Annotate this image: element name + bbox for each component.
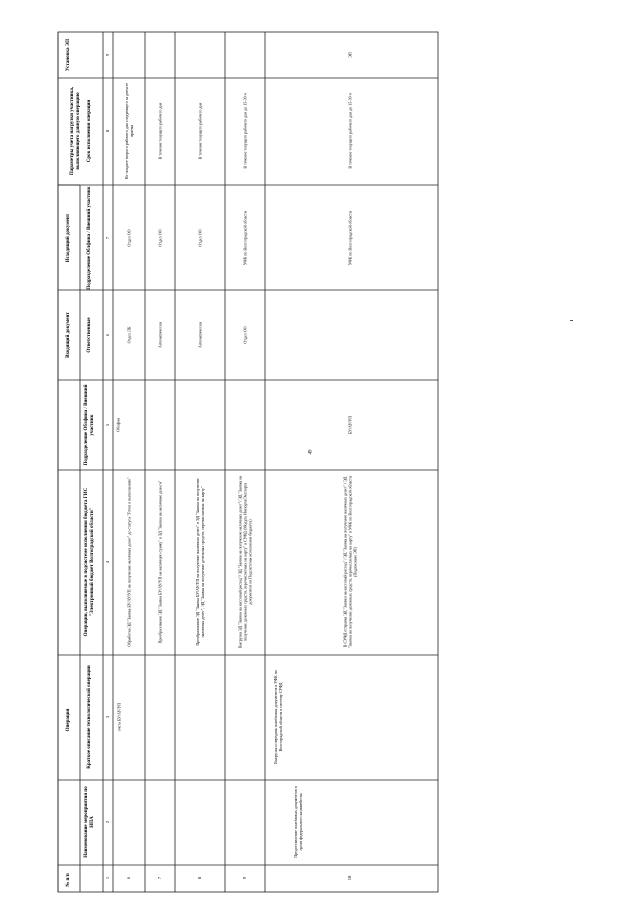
row-number: 9: [242, 876, 248, 880]
row-cell-c8: В течение текущего рабочего дня: [157, 102, 163, 160]
row-cell-c8: Не позднее второго рабочего дня следующего за днем ее приема: [124, 82, 134, 180]
row-cell-c3: счета БУ/АУ/УП: [116, 702, 122, 732]
header-row-no: № п/п: [65, 873, 71, 887]
header-incoming-group: Входящий документ: [65, 312, 71, 358]
header-col5: Подразделение Облфина / Внешний участник: [83, 384, 95, 466]
row-cell-c6: Отдел ОО: [242, 326, 248, 344]
row-cell-c6: Автоматически: [197, 321, 203, 349]
row-cell-c8: В течение текущего рабочего дня до 15-30 ч: [242, 93, 248, 169]
row-cell-c7: УФК по Волгоградской области: [347, 210, 353, 266]
header-col4: Операции, выполняемые в подсистеме исполнения бюджета ГИС "Электронный бюджет Волгоградской области": [83, 487, 95, 637]
row-cell-c7: Отдел ОО: [157, 229, 163, 247]
row-cell-c4: Преобразование ЭД "Заявка БУ/АУ/УП на наличную сумму" в ЭД "Заявка на наличные деньги": [157, 480, 163, 644]
row-cell-c7: Отдел ОО: [197, 229, 203, 247]
row-cell-c5: Облфин: [115, 418, 121, 432]
col-number: 1: [105, 876, 111, 880]
col-number: 2: [105, 820, 111, 824]
row-number: 8: [197, 876, 203, 880]
row-cell-c7: УФК по Волгоградской области: [242, 210, 248, 266]
row-cell-c6: Автоматически: [157, 321, 163, 349]
row-cell-c9: ЭП: [347, 52, 353, 58]
header-col6: Ответственные: [86, 317, 92, 353]
row-number: 10: [347, 875, 353, 881]
page-number: 49: [308, 449, 314, 455]
row-cell-c4: В СУФД отправка ЭД "Заявки на кассовый расход" / ЭД "Заявка на получение наличных денег" / ЭД "Заявка на получение денежных средств, перечисляемых на карту" в УФК по Волгоградской области (Подписание ЭП): [342, 475, 358, 649]
header-operation-group: Операция: [65, 708, 71, 732]
row-cell-c3: Выгрузка и передача платёжных документов в УФК по Волгоградской области в систему СУФД: [273, 670, 283, 764]
header-col2: Наименование мероприятия по НПА: [83, 786, 95, 858]
col-number: 5: [105, 423, 111, 427]
col-number: 4: [105, 560, 111, 564]
header-col8: Срок исполнения операции: [86, 99, 92, 163]
col-number: 3: [105, 715, 111, 719]
row-cell-c4: Преобразование ЭД "Заявка БУ/АУ/УП на получение наличных денег" в ЭД "Заявка на получение наличных денег", ЭД "Заявка на получение денежных средств, перечисляемых на карту": [195, 478, 205, 646]
header-col7: Подразделение Облфина / Внешний участник: [86, 186, 92, 290]
row-cell-c4: Выгрузка ЭД "Заявка на кассовый расход"/ ЭД "Заявка на получение наличных денег"/ ЭД "Заявка на получение денежных средств, перечисляемых на карту" в СУФД (Модуль Импорта/Экспорта документов из Подсистемы исполнения бюджета): [237, 475, 253, 649]
col-number: 8: [105, 129, 111, 133]
row-cell-c8: В течение текущего рабочего дня: [197, 102, 203, 160]
row-number: 6: [126, 876, 132, 880]
col-number: 9: [105, 53, 111, 57]
col-number: 7: [105, 236, 111, 240]
row-cell-c5: БУ/АУ/УП: [347, 415, 353, 435]
header-params-group: Параметры учета нагрузки участника, выполняющего данную операцию: [69, 86, 81, 176]
row-number: 7: [157, 876, 163, 880]
row-cell-c4: Обработка ЭД "Заявка БУ/АУ/УП на получение наличных денег" до статуса "Готов к выполнению": [126, 477, 132, 647]
scan-speck: [570, 320, 573, 321]
row-cell-c8: В течение текущего рабочего дня до 15-30 ч: [347, 93, 353, 169]
header-col9: Установка ЭП: [65, 38, 71, 72]
col-number: 6: [105, 333, 111, 337]
row-cell-c2: Предоставление платёжных документов в орган федерального казначейства: [293, 786, 303, 858]
row-cell-c7: Отдел ОО: [126, 229, 132, 247]
header-col3: Краткое описание технологической операции: [86, 665, 92, 769]
header-outgoing-group: Исходящий документ: [65, 213, 71, 263]
row-cell-c6: Отдел ЛК: [126, 326, 132, 344]
